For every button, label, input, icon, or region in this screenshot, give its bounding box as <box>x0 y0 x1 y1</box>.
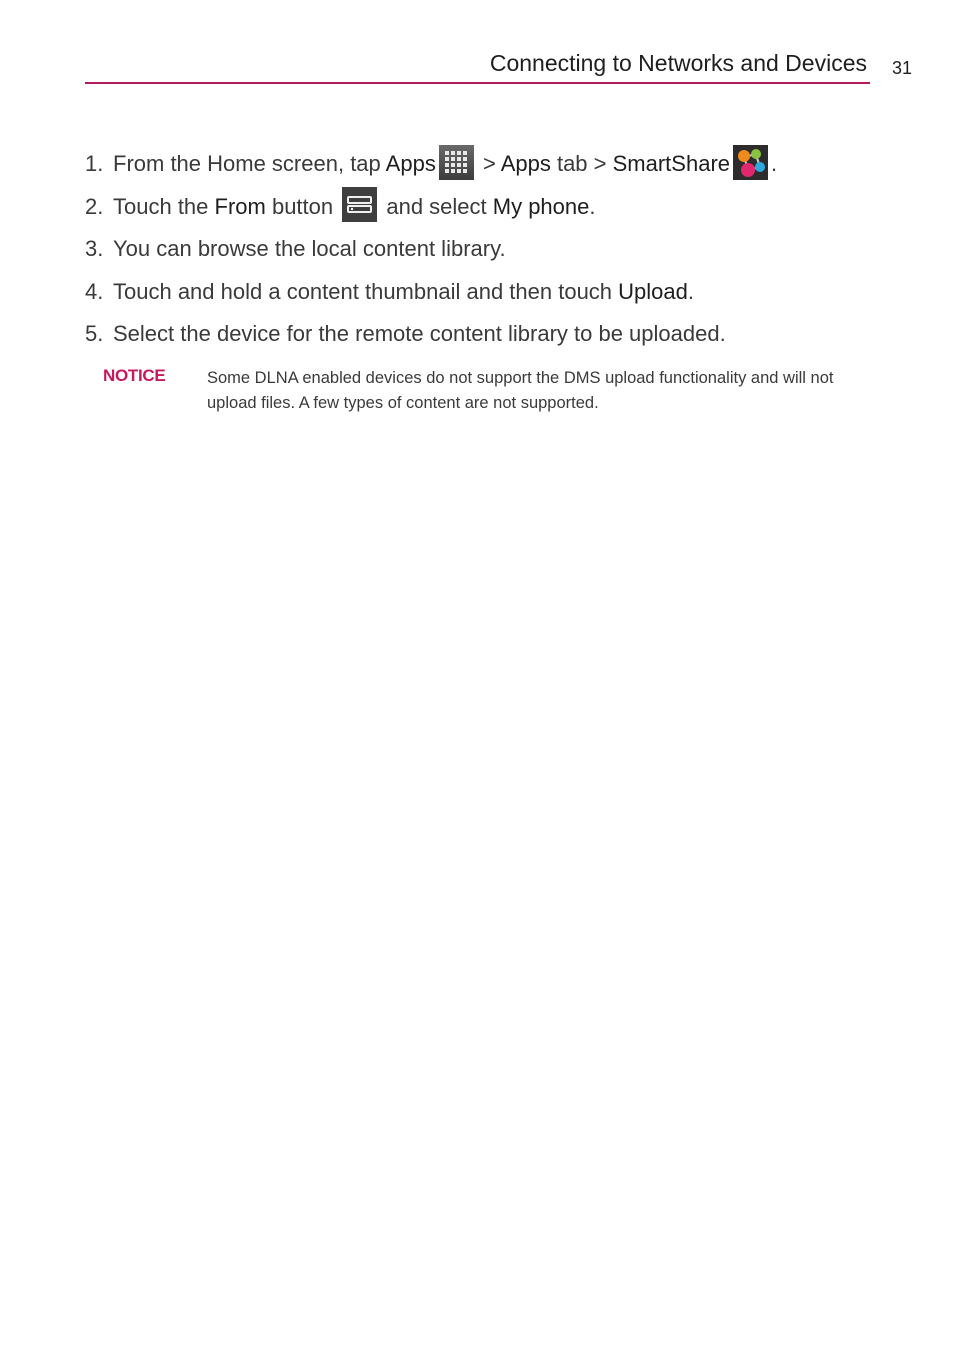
step-number: 4. <box>85 278 104 304</box>
step-number: 3. <box>85 236 104 261</box>
apps-label: Apps <box>385 151 436 176</box>
from-label: From <box>214 193 266 219</box>
step-text: button <box>265 193 340 219</box>
step-text: Touch and hold a content thumbnail and then touch <box>113 278 619 304</box>
page-header <box>85 48 870 84</box>
my-phone-label: My phone <box>492 193 590 219</box>
from-button-icon <box>342 187 377 222</box>
step-1 <box>85 143 885 186</box>
step-text: . <box>687 278 694 304</box>
steps-list <box>85 143 885 356</box>
notice-text: Some DLNA enabled devices do not support the DMS upload functionality and will not upload files. A few types of content are not supported. <box>207 369 834 412</box>
step-number: 1. <box>85 151 104 176</box>
step-text: . <box>771 151 778 176</box>
step-text: > <box>476 151 501 176</box>
smartshare-icon <box>733 145 768 180</box>
step-text: From the Home screen, tap <box>113 151 386 176</box>
apps-grid-icon <box>439 145 474 180</box>
step-number: 5. <box>85 321 104 346</box>
step-number: 2. <box>85 193 104 219</box>
apps-tab-label: Apps <box>500 151 551 176</box>
step-text: Touch the <box>113 193 215 219</box>
section-title: Connecting to Networks and Devices <box>489 50 867 76</box>
step-text: Select the device for the remote content library to be uploaded. <box>113 321 726 346</box>
step-2 <box>85 186 885 229</box>
notice-label: NOTICE <box>103 366 166 385</box>
page-number: 31 <box>892 58 913 78</box>
step-text: tab > <box>550 151 613 176</box>
step-5 <box>85 313 885 356</box>
smartshare-label: SmartShare <box>612 151 731 176</box>
step-text: and select <box>380 193 493 219</box>
step-4 <box>85 271 885 314</box>
step-text: . <box>589 193 596 219</box>
step-3 <box>85 228 885 271</box>
step-text: You can browse the local content library. <box>113 236 506 261</box>
upload-label: Upload <box>618 278 688 304</box>
